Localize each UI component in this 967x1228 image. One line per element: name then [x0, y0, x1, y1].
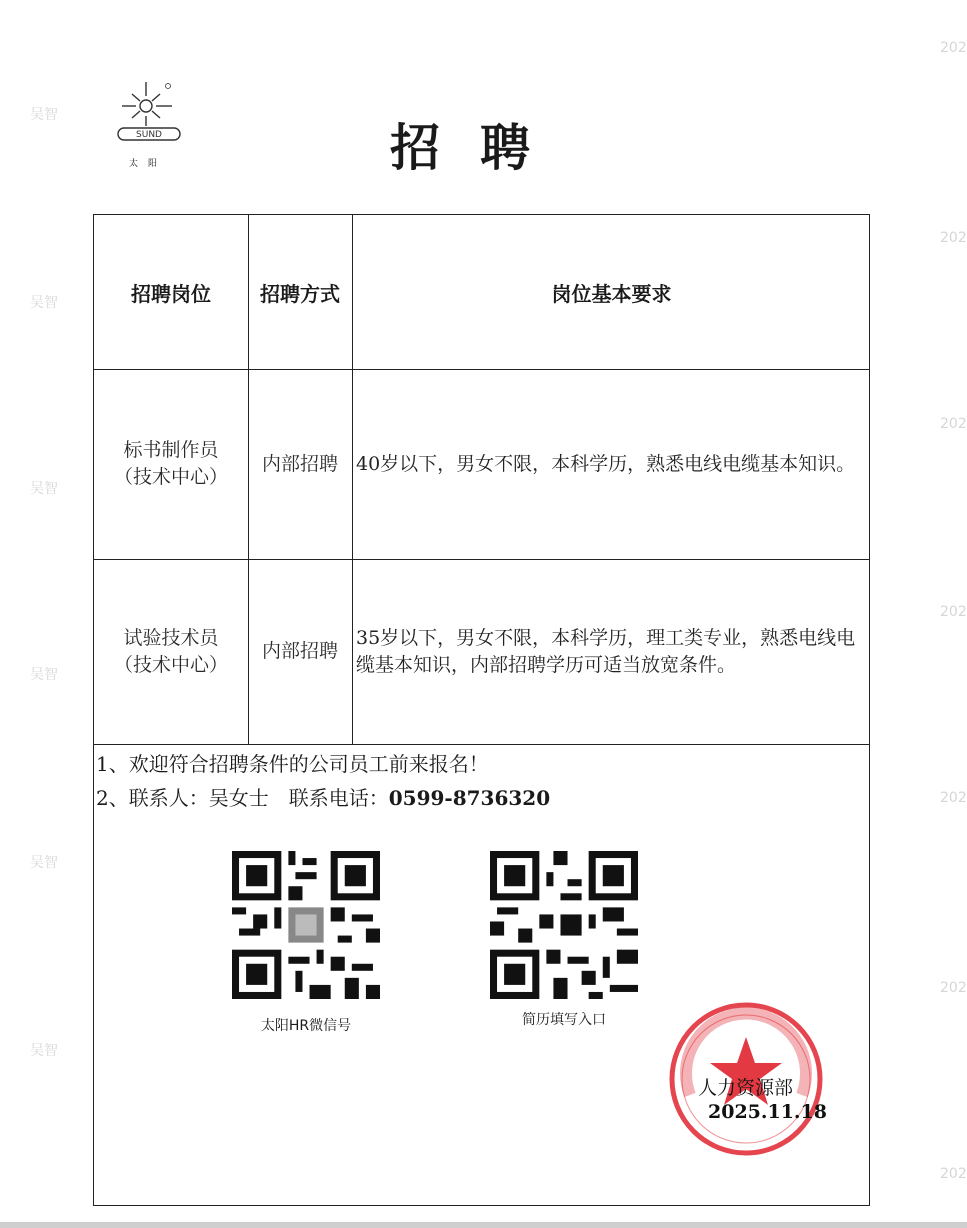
header-method: 招聘方式 [260, 281, 340, 306]
position-title: 试验技术员 [123, 626, 219, 649]
stamp-date: 2025.11.18 [708, 1101, 827, 1123]
watermark: 202 [940, 40, 967, 56]
qr-label-wechat: 太阳HR微信号 [260, 1018, 352, 1034]
watermark: 吴智 [30, 855, 58, 871]
table-row-method: 内部招聘 [261, 452, 338, 475]
watermark: 吴智 [30, 481, 58, 497]
watermark: 202 [940, 980, 967, 996]
watermark: 202 [940, 1166, 967, 1182]
sun-logo-icon [108, 76, 192, 156]
page-bottom-edge [0, 1222, 967, 1228]
contact-text: 2、联系人：吴女士 联系电话： [96, 786, 389, 810]
qr-code-icon [490, 851, 638, 999]
qr-label-resume: 简历填写入口 [522, 1012, 606, 1028]
table-row-position [94, 369, 248, 559]
notes [96, 747, 550, 815]
watermark: 202 [940, 416, 967, 432]
position-title: 标书制作员 [123, 439, 219, 461]
note-line-1: 1、欢迎符合招聘条件的公司员工前来报名！ [96, 752, 489, 776]
note-line-2 [96, 781, 550, 815]
watermark: 吴智 [30, 295, 58, 311]
position-department: （技术中心） [113, 466, 228, 488]
position-department: （技术中心） [113, 653, 228, 676]
watermark: 吴智 [30, 667, 58, 683]
recruitment-table [93, 214, 870, 1206]
company-logo [108, 76, 192, 172]
table-row-position [94, 559, 248, 744]
table-row-requirements: 40岁以下，男女不限，本科学历，熟悉电线电缆基本知识。 [356, 452, 856, 475]
logo-caption: 太阳 [128, 159, 167, 169]
watermark: 202 [940, 604, 967, 620]
page-title: 招聘 [390, 119, 570, 177]
watermark: 202 [940, 790, 967, 806]
table-row-method: 内部招聘 [261, 640, 338, 662]
watermark: 吴智 [30, 1043, 58, 1059]
qr-code-icon [232, 851, 380, 999]
logo-wordmark: SUND [136, 130, 162, 140]
stamp-department: 人力资源部 [698, 1077, 794, 1099]
row-divider [94, 744, 869, 745]
header-position: 招聘岗位 [131, 281, 211, 306]
contact-phone: 0599-8736320 [388, 786, 551, 810]
table-row-requirements: 35岁以下，男女不限，本科学历，理工类专业，熟悉电线电缆基本知识，内部招聘学历可适当放宽条件。 [356, 626, 856, 676]
header-requirements: 岗位基本要求 [551, 281, 672, 306]
watermark: 吴智 [30, 107, 58, 123]
watermark: 202 [940, 230, 967, 246]
